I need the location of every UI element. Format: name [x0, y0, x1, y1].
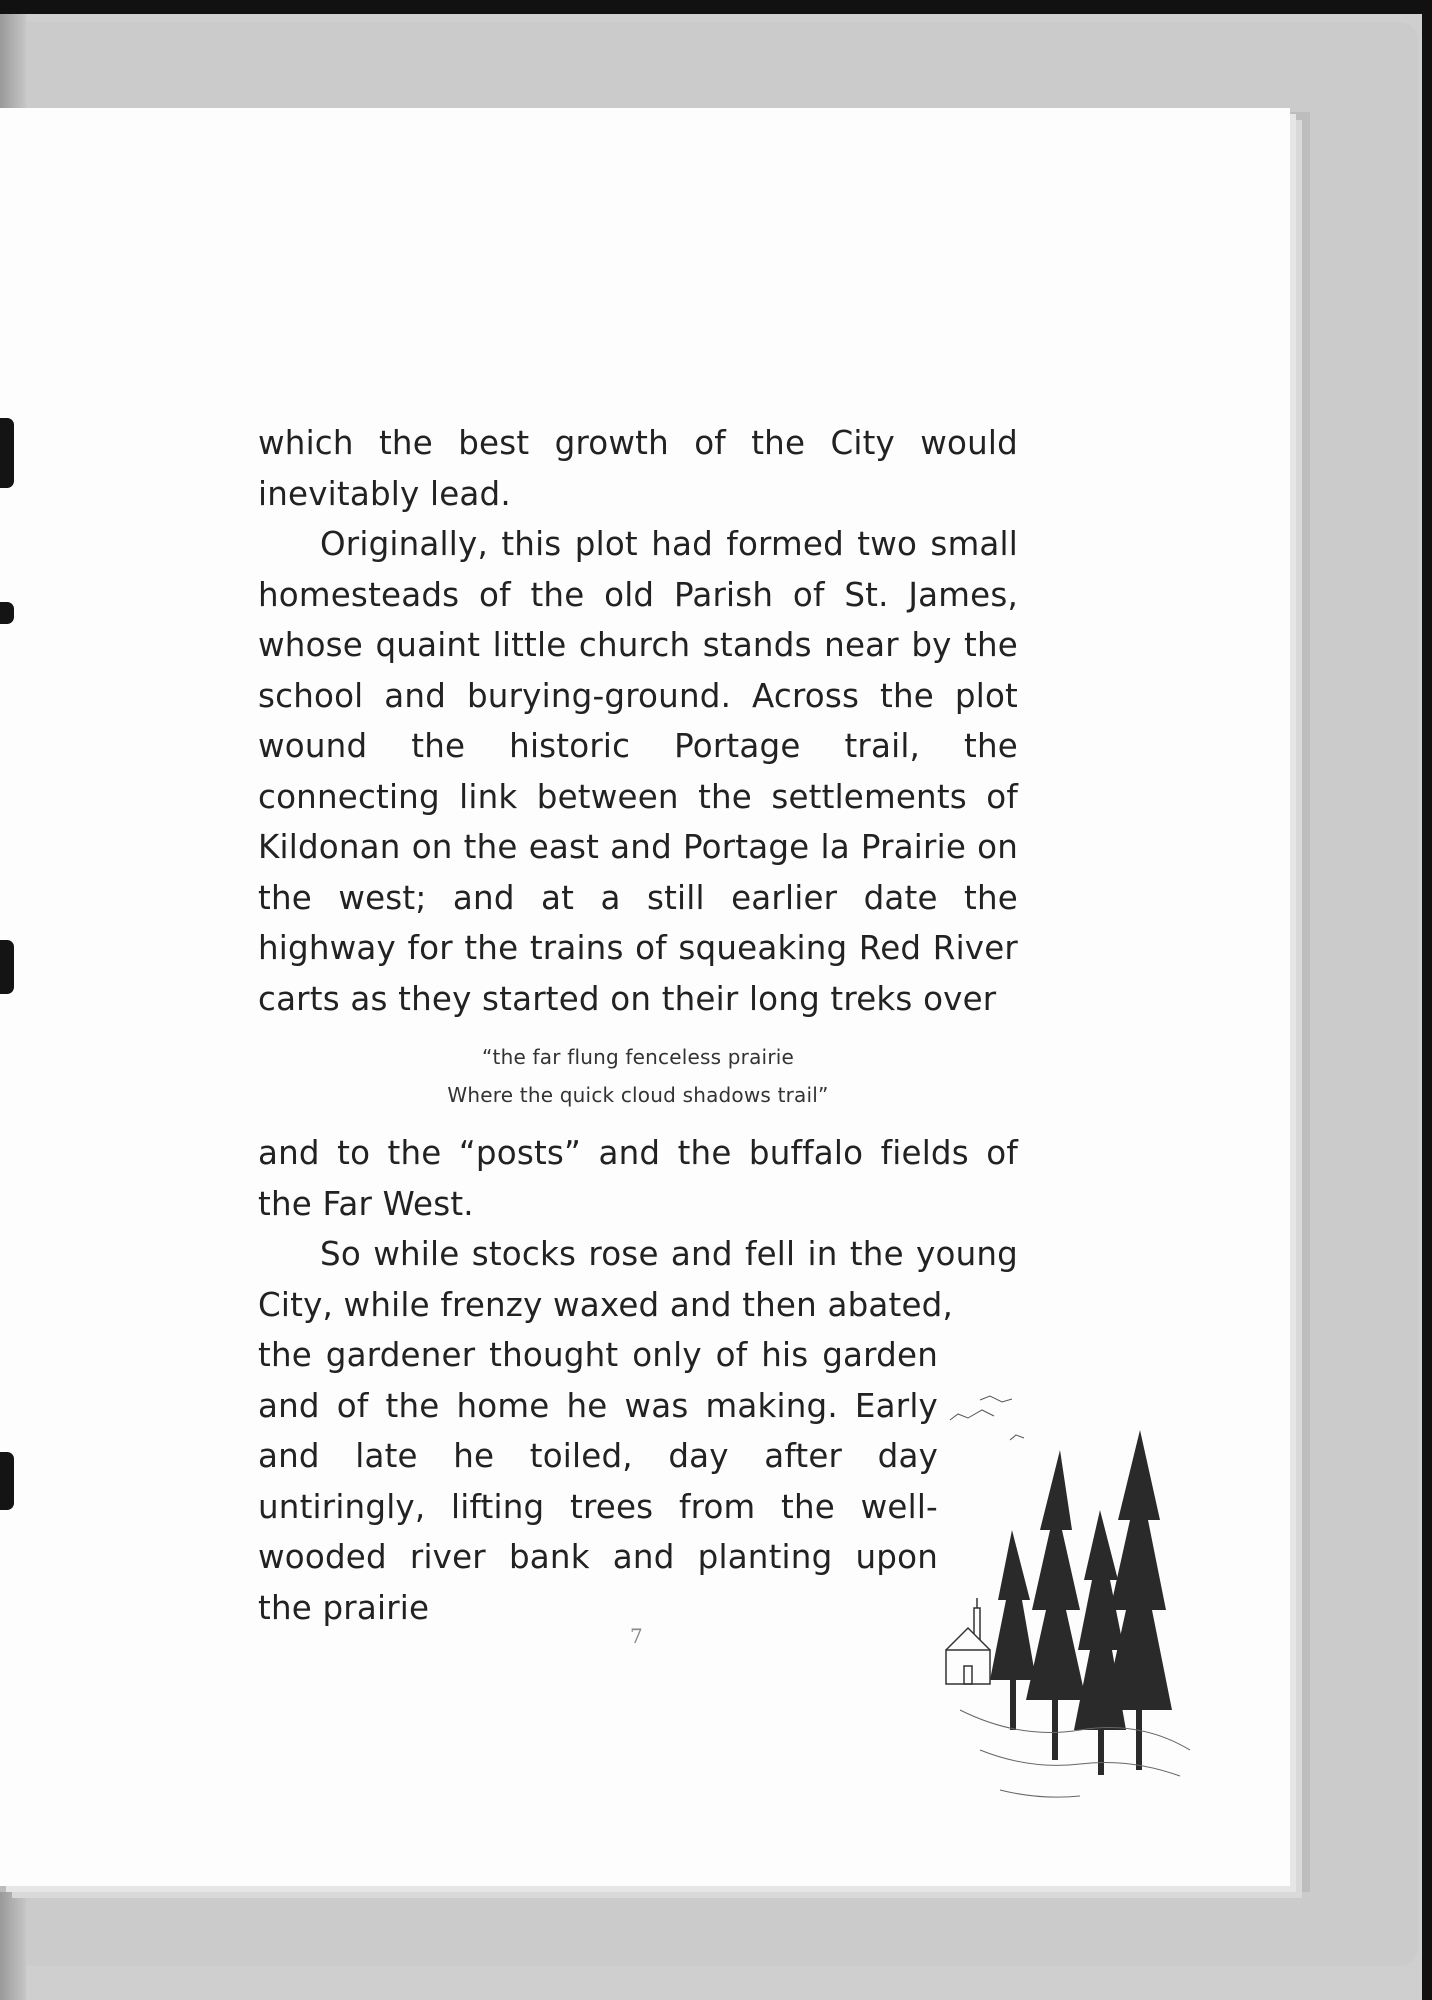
- binding-hole-mark: [0, 1452, 14, 1510]
- quote-line: Where the quick cloud shadows trail”: [447, 1083, 829, 1107]
- paragraph: So while stocks rose and fell in the young City, while frenzy waxed and then abated,: [258, 1235, 1018, 1324]
- paragraph: which the best growth of the City would inevitably lead.: [258, 424, 1018, 513]
- paragraph: the gardener thought only of his garden and of the home he was making. Early and late he toiled, day after day untiringly, lifting trees from the well-wooded river bank and planting upon the prairie: [258, 1336, 938, 1627]
- scan-top-edge: [0, 0, 1432, 14]
- binding-hole-mark: [0, 940, 14, 994]
- paragraph: and to the “posts” and the buffalo fields of the Far West.: [258, 1134, 1018, 1223]
- body-text: [258, 418, 1018, 1633]
- poem-quote: [258, 1038, 1018, 1114]
- quote-line: “the far flung fenceless prairie: [481, 1045, 794, 1069]
- page-number: 7: [630, 1624, 643, 1648]
- paragraph: Originally, this plot had formed two small homesteads of the old Parish of St. James, whose quaint little church stands near by the school and burying-ground. Across the plot wound the historic Portage trail, the connecting link between the settlements of Kildonan on the east and Portage la Prairie on the west; and at a still earlier date the highway for the trains of squeaking Red River carts as they started on their long treks over: [258, 525, 1018, 1018]
- scan-right-edge: [1422, 0, 1432, 2000]
- pine-trees-illustration: [940, 1380, 1190, 1820]
- binding-hole-mark: [0, 602, 14, 624]
- binding-hole-mark: [0, 418, 14, 488]
